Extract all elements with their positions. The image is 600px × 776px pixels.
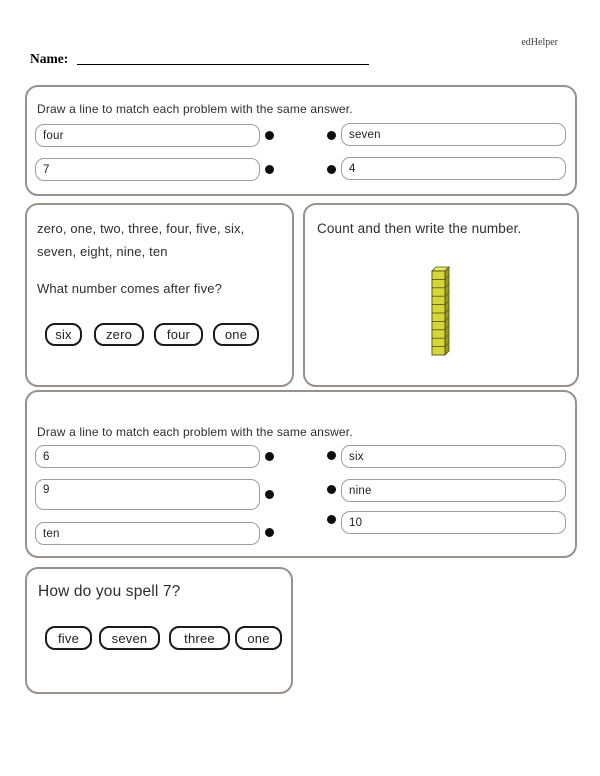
spell-choice-five[interactable]: five xyxy=(45,626,92,650)
sequence-text-line1: zero, one, two, three, four, five, six, xyxy=(37,221,245,236)
match2-right-item-1[interactable]: six xyxy=(341,445,566,468)
match-section-2 xyxy=(25,390,577,558)
match1-right-dot-2[interactable] xyxy=(327,165,336,174)
spell-choice-three[interactable]: three xyxy=(169,626,230,650)
spell-question: How do you spell 7? xyxy=(38,583,181,600)
match2-left-item-3[interactable]: ten xyxy=(35,522,260,545)
spell-choice-one[interactable]: one xyxy=(235,626,282,650)
match1-left-dot-1[interactable] xyxy=(265,131,274,140)
spell-section xyxy=(25,567,293,694)
sequence-choice-four[interactable]: four xyxy=(154,323,203,346)
match2-left-item-2[interactable]: 9 xyxy=(35,479,260,510)
sequence-choice-one[interactable]: one xyxy=(213,323,259,346)
match2-right-dot-3[interactable] xyxy=(327,515,336,524)
match1-instructions: Draw a line to match each problem with the same answer. xyxy=(37,102,353,116)
match2-left-dot-2[interactable] xyxy=(265,490,274,499)
match2-left-dot-3[interactable] xyxy=(265,528,274,537)
match2-left-dot-1[interactable] xyxy=(265,452,274,461)
sequence-choice-six[interactable]: six xyxy=(45,323,82,346)
match1-left-item-1[interactable]: four xyxy=(35,124,260,147)
base-ten-rod xyxy=(431,266,451,357)
match2-right-item-2[interactable]: nine xyxy=(341,479,566,502)
name-input-line[interactable] xyxy=(77,49,369,65)
match2-right-item-3[interactable]: 10 xyxy=(341,511,566,534)
sequence-question: What number comes after five? xyxy=(37,281,222,296)
match1-left-item-2[interactable]: 7 xyxy=(35,158,260,181)
match2-instructions: Draw a line to match each problem with the same answer. xyxy=(37,425,353,439)
counting-instructions: Count and then write the number. xyxy=(317,221,522,236)
sequence-section xyxy=(25,203,294,387)
sequence-choice-zero[interactable]: zero xyxy=(94,323,144,346)
match1-left-dot-2[interactable] xyxy=(265,165,274,174)
match2-right-dot-1[interactable] xyxy=(327,451,336,460)
match-section-1 xyxy=(25,85,577,196)
spell-choice-seven[interactable]: seven xyxy=(99,626,160,650)
brand-logo: edHelper xyxy=(521,37,558,48)
match1-right-item-2[interactable]: 4 xyxy=(341,157,566,180)
match2-right-dot-2[interactable] xyxy=(327,485,336,494)
name-label: Name: xyxy=(30,51,69,66)
match1-right-dot-1[interactable] xyxy=(327,131,336,140)
sequence-text-line2: seven, eight, nine, ten xyxy=(37,244,168,259)
counting-section xyxy=(303,203,579,387)
match1-right-item-1[interactable]: seven xyxy=(341,123,566,146)
match2-left-item-1[interactable]: 6 xyxy=(35,445,260,468)
